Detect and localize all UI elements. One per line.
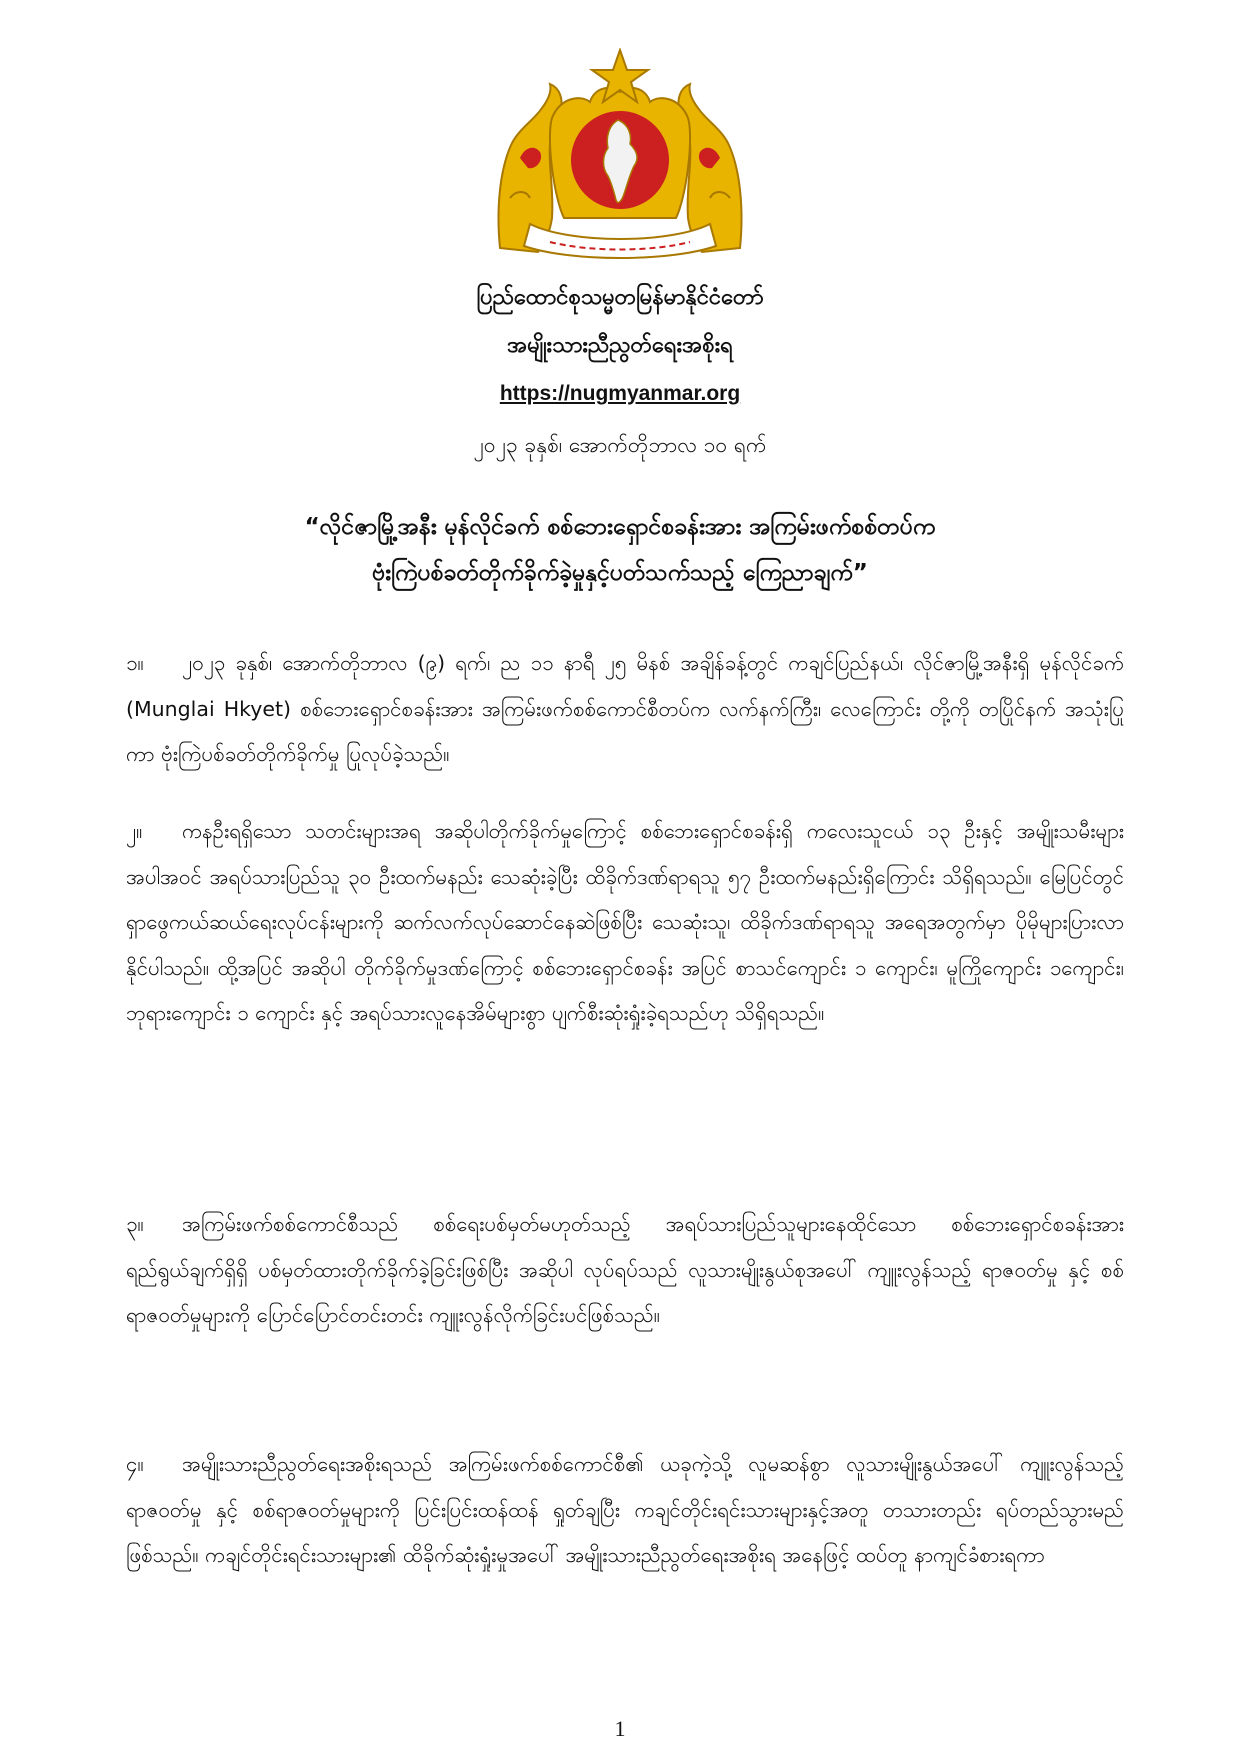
page-number: 1: [614, 1716, 626, 1741]
paragraph-text: အကြမ်းဖက်စစ်ကောင်စီသည် စစ်ရေးပစ်မှတ်မဟုတ်သည့် အရပ်သားပြည်သူများနေထိုင်သော စစ်ဘေးရှောင်စခန်းအား ရည်ရွယ်ချက်ရှိရှိ ပစ်မှတ်ထားတိုက်ခိုက်ခဲ့ခြင်းဖြစ်ပြီး အဆိုပါ လုပ်ရပ်သည် လူသားမျိုးနွယ်စုအပေါ် ကျူးလွန်သည့် ရာဇဝတ်မှု နှင့် စစ်ရာဇဝတ်မှုများကို ပြောင်ပြောင်တင်းတင်း ကျူးလွန်လိုက်ခြင်းပင်ဖြစ်သည်။: [126, 1212, 1124, 1327]
paragraph-1: [126, 641, 1124, 778]
organization-name: ပြည်ထောင်စုသမ္မတမြန်မာနိုင်ငံတော်: [476, 285, 764, 310]
statement-title-line-1: “လိုင်ဇာမြို့အနီး မုန်လိုင်ခက် စစ်ဘေးရှောင်စခန်းအား အကြမ်းဖက်စစ်တပ်က: [304, 514, 936, 540]
statement-title-line-2: ဗုံးကြဲပစ်ခတ်တိုက်ခိုက်ခဲ့မှုနှင့်ပတ်သက်သည့် ကြေညာချက်”: [372, 560, 868, 586]
paragraph-4: [126, 1442, 1124, 1579]
government-name: အမျိုးသားညီညွတ်ရေးအစိုးရ: [507, 333, 733, 358]
paragraph-3: [126, 1202, 1124, 1339]
paragraph-2: [126, 809, 1124, 1037]
paragraph-text: အမျိုးသားညီညွတ်ရေးအစိုးရသည် အကြမ်းဖက်စစ်ကောင်စီ၏ ယခုကဲ့သို့ လူမဆန်စွာ လူသားမျိုးနွယ်အပေါ် ကျူးလွန်သည့် ရာဇဝတ်မှု နှင့် စစ်ရာဇဝတ်မှုများကို ပြင်းပြင်းထန်ထန် ရှုတ်ချပြီး ကချင်တိုင်းရင်းသားများနှင့်အတူ တသားတည်း ရပ်တည်သွားမည်ဖြစ်သည်။ ကချင်တိုင်းရင်းသားများ၏ ထိခိုက်ဆုံးရှုံးမှုအပေါ် အမျိုးသားညီညွတ်ရေးအစိုးရ အနေဖြင့် ထပ်တူ နာကျင်ခံစားရကာ: [126, 1452, 1124, 1567]
paragraph-number: ၄။: [126, 1452, 144, 1476]
paragraph-number: ၁။: [126, 651, 144, 675]
ribbon-icon: [524, 224, 716, 258]
paragraph-text: ၂၀၂၃ ခုနှစ်၊ အောက်တိုဘာလ (၉) ရက်၊ ည ၁၁ နာရီ ၂၅ မိနစ် အချိန်ခန့်တွင် ကချင်ပြည်နယ်၊ လိုင်ဇာမြို့အနီးရှိ မုန်လိုင်ခက် (Munglai Hkyet) စစ်ဘေးရှောင်စခန်းအား အကြမ်းဖက်စစ်ကောင်စီတပ်က လက်နက်ကြီး၊ လေကြောင်း တို့ကို တပြိုင်နက် အသုံးပြုကာ ဗုံးကြဲပစ်ခတ်တိုက်ခိုက်မှု ပြုလုပ်ခဲ့သည်။: [126, 651, 1124, 766]
paragraph-number: ၃။: [126, 1212, 144, 1236]
statement-date: ၂၀၂၃ ခုနှစ်၊ အောက်တိုဘာလ ၁၀ ရက်: [473, 433, 767, 457]
state-seal-icon: [490, 48, 750, 263]
paragraph-text: ကနဦးရရှိသော သတင်းများအရ အဆိုပါတိုက်ခိုက်မှုကြောင့် စစ်ဘေးရှောင်စခန်းရှိ ကလေးသူငယ် ၁၃ ဦးနှင့် အမျိုးသမီးများအပါအဝင် အရပ်သားပြည်သူ ၃၀ ဦးထက်မနည်း သေဆုံးခဲ့ပြီး ထိခိုက်ဒဏ်ရာရသူ ၅၇ ဦးထက်မနည်းရှိကြောင်း သိရှိရသည်။ မြေပြင်တွင် ရှာဖွေကယ်ဆယ်ရေးလုပ်ငန်းများကို ဆက်လက်လုပ်ဆောင်နေဆဲဖြစ်ပြီး သေဆုံးသူ၊ ထိခိုက်ဒဏ်ရာရသူ အရေအတွက်မှာ ပိုမိုများပြားလာနိုင်ပါသည်။ ထို့အပြင် အဆိုပါ တိုက်ခိုက်မှုဒဏ်ကြောင့် စစ်ဘေးရှောင်စခန်း အပြင် စာသင်ကျောင်း ၁ ကျောင်း၊ မူကြိုကျောင်း ၁ကျောင်း၊ ဘုရားကျောင်း ၁ ကျောင်း နှင့် အရပ်သားလူနေအိမ်များစွာ ပျက်စီးဆုံးရှုံးခဲ့ရသည်ဟု သိရှိရသည်။: [126, 819, 1124, 1025]
paragraph-number: ၂။: [126, 819, 143, 843]
website-link[interactable]: https://nugmyanmar.org: [499, 382, 741, 405]
